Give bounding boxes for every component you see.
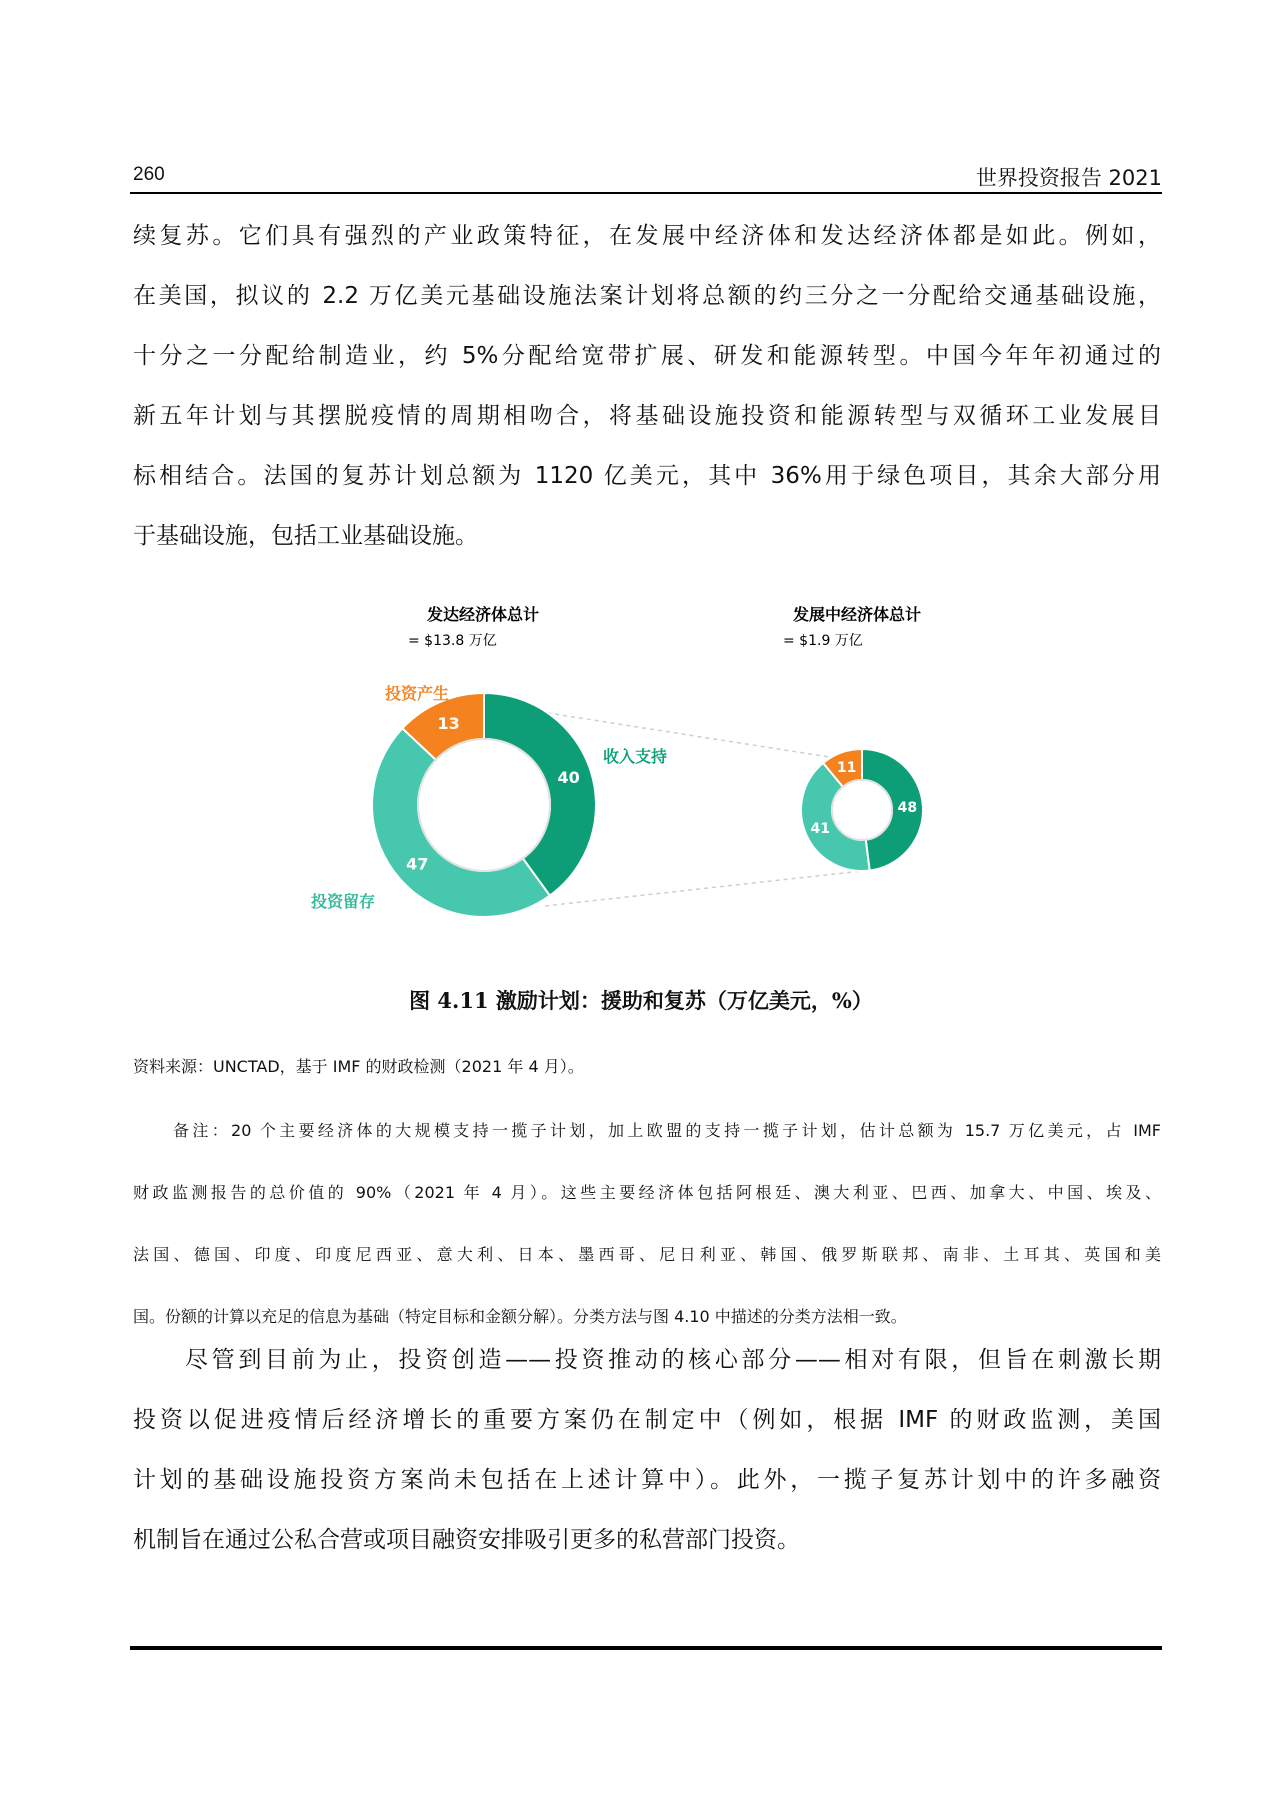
donut-value-label: 48: [897, 800, 918, 817]
notes-line: 备注：20 个主要经济体的大规模支持一揽子计划，加上欧盟的支持一揽子计划，估计总额为 15.7 万亿美元，占 IMF: [173, 1121, 1161, 1140]
connector-line-bottom: [545, 871, 862, 906]
donut-developed: [372, 693, 596, 917]
chart-subtitle-developing: = $1.9 万亿: [783, 633, 863, 649]
label-investment-retention: 投资留存: [311, 892, 376, 911]
label-investment-generation: 投资产生: [385, 684, 450, 703]
paragraph-1-line: 十分之一分配给制造业，约 5%分配给宽带扩展、研发和能源转型。中国今年年初通过的: [133, 343, 1161, 369]
figure-caption: 图 4.11 激励计划：援助和复苏（万亿美元，%）: [409, 988, 873, 1013]
notes-line: 财政监测报告的总价值的 90%（2021 年 4 月）。这些主要经济体包括阿根廷、澳大利亚、巴西、加拿大、中国、埃及、: [133, 1183, 1161, 1202]
donut-value-label: 47: [406, 854, 429, 874]
donut-developing: [801, 749, 923, 871]
paragraph-2-line: 机制旨在通过公私合营或项目融资安排吸引更多的私营部门投资。: [133, 1527, 800, 1553]
notes: [133, 1100, 1161, 1348]
chart-subtitle-developed: = $13.8 万亿: [408, 633, 497, 649]
donut-value-label: 40: [557, 768, 580, 788]
paragraph-1-line: 于基础设施，包括工业基础设施。: [133, 523, 478, 549]
paragraph-1-line: 新五年计划与其摆脱疫情的周期相吻合，将基础设施投资和能源转型与双循环工业发展目: [133, 403, 1161, 429]
paragraph-1-line: 在美国，拟议的 2.2 万亿美元基础设施法案计划将总额的约三分之一分配给交通基础设施，: [133, 283, 1161, 309]
source-note: 资料来源：UNCTAD，基于 IMF 的财政检测（2021 年 4 月）。: [133, 1057, 584, 1076]
page-number: 260: [133, 164, 165, 185]
paragraph-2-line: 投资以促进疫情后经济增长的重要方案仍在制定中（例如，根据 IMF 的财政监测，美国: [133, 1407, 1161, 1433]
paragraph-2-line: 计划的基础设施投资方案尚未包括在上述计算中）。此外，一揽子复苏计划中的许多融资: [133, 1467, 1161, 1493]
paragraph-1-line: 续复苏。它们具有强烈的产业政策特征，在发展中经济体和发达经济体都是如此。例如，: [133, 223, 1161, 249]
notes-line: 法国、德国、印度、印度尼西亚、意大利、日本、墨西哥、尼日利亚、韩国、俄罗斯联邦、南非、土耳其、英国和美: [133, 1245, 1161, 1264]
notes-line: 国。份额的计算以充足的信息为基础（特定目标和金额分解）。分类方法与图 4.10 中描述的分类方法相一致。: [133, 1307, 907, 1326]
header-rule: [130, 192, 1162, 194]
paragraph-2-line: 尽管到目前为止，投资创造——投资推动的核心部分——相对有限，但旨在刺激长期: [185, 1347, 1161, 1373]
donut-value-label: 41: [810, 820, 830, 837]
running-title: 世界投资报告 2021: [975, 166, 1162, 190]
paragraph-2: [133, 1330, 1161, 1570]
chart-title-developing: 发展中经济体总计: [792, 605, 922, 624]
donut-hole: [418, 739, 550, 871]
chart-title-developed: 发达经济体总计: [426, 605, 540, 624]
donut-hole: [832, 780, 892, 840]
donut-value-label: 11: [836, 760, 857, 777]
donut-value-label: 13: [437, 713, 460, 733]
label-income-support: 收入支持: [603, 747, 668, 766]
donut-chart-figure: [0, 590, 1282, 950]
paragraph-1-line: 标相结合。法国的复苏计划总额为 1120 亿美元，其中 36%用于绿色项目，其余大部分用: [133, 463, 1161, 489]
paragraph-1: [133, 206, 1161, 566]
footer-rule: [130, 1646, 1162, 1650]
